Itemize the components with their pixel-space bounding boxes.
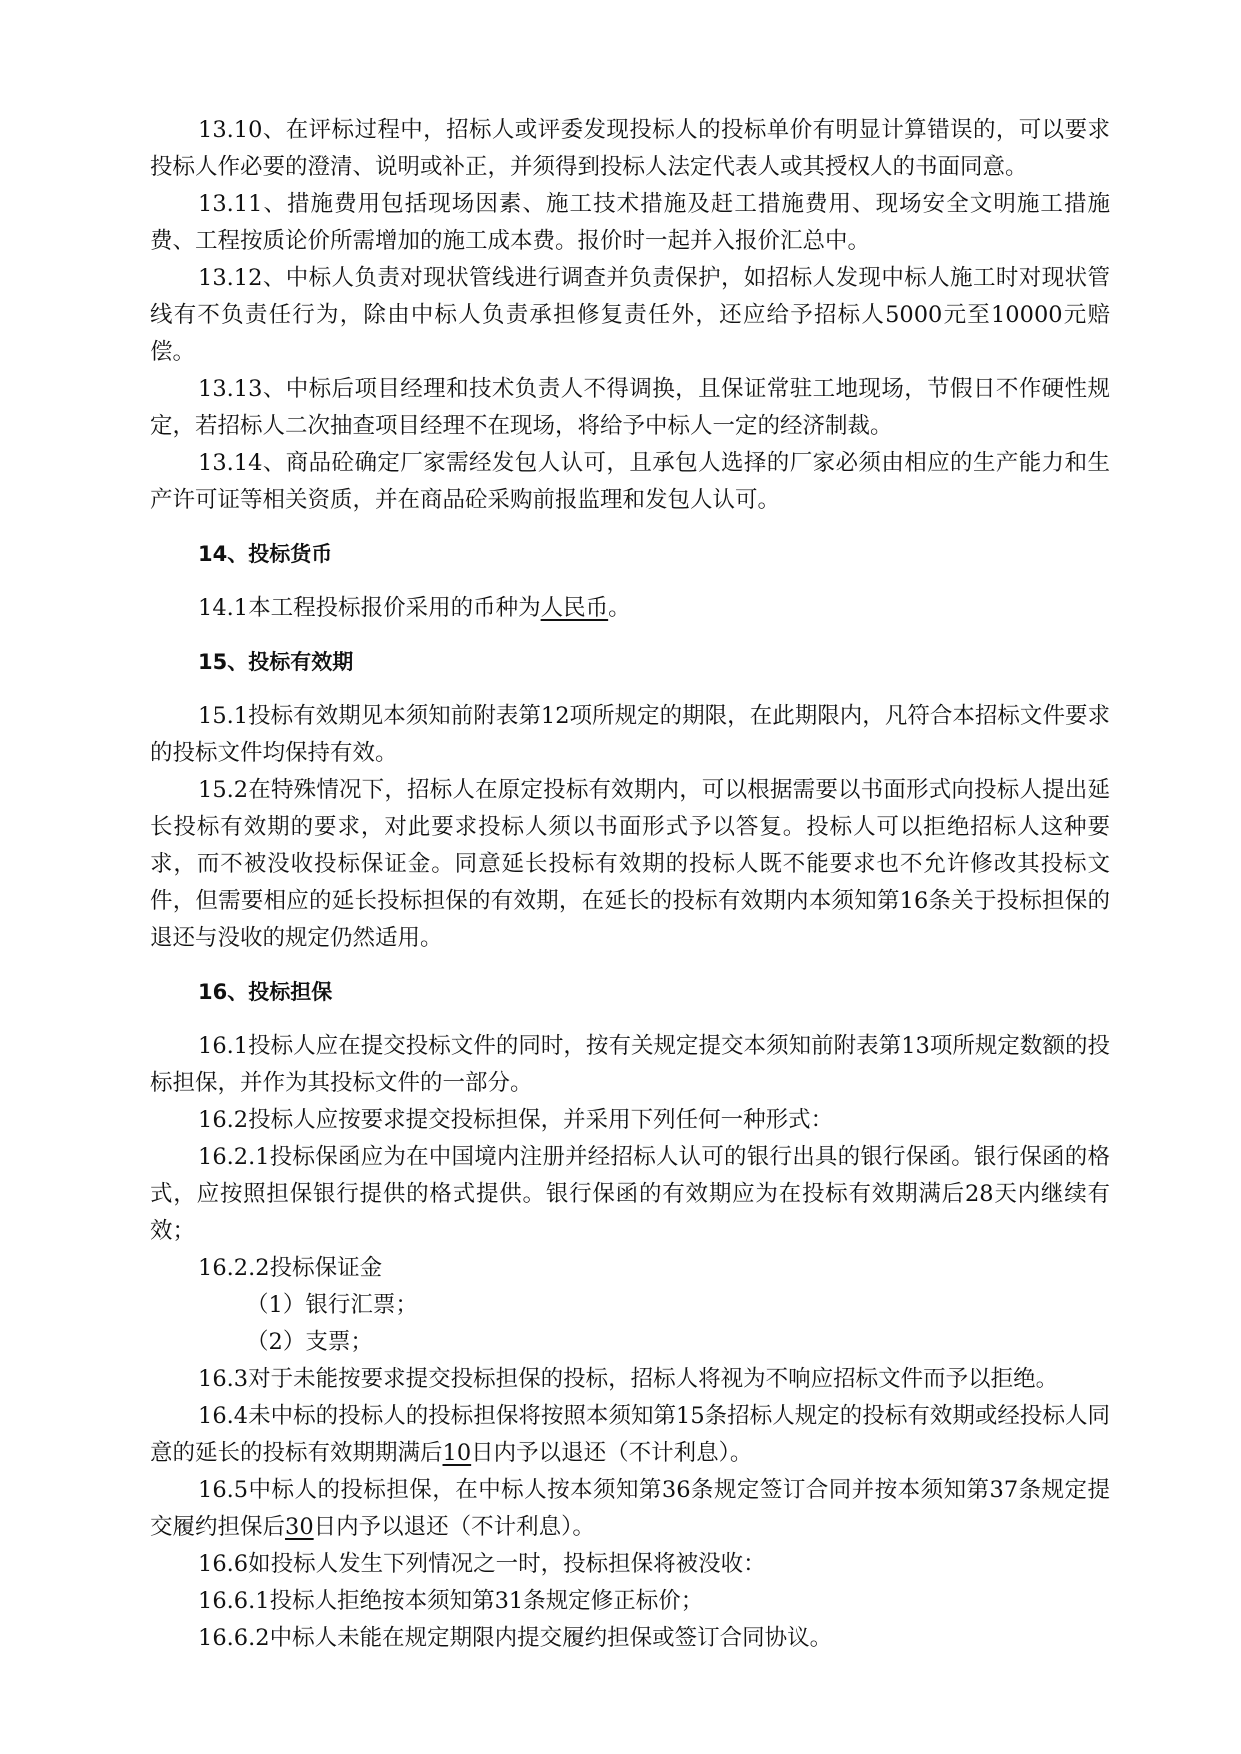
- paragraph-16-4: [150, 1398, 1110, 1472]
- paragraph-16-2-1: 16.2.1投标保函应为在中国境内注册并经招标人认可的银行出具的银行保函。银行保函的格式，应按照担保银行提供的格式提供。银行保函的有效期应为在投标有效期满后28天内继续有效；: [150, 1144, 1110, 1244]
- paragraph-16-5: [150, 1472, 1110, 1546]
- paragraph-16-2: 16.2投标人应按要求提交投标担保，并采用下列任何一种形式：: [198, 1107, 834, 1133]
- paragraph-13-12: 13.12、中标人负责对现状管线进行调查并负责保护，如招标人发现中标人施工时对现状管线有不负责任行为，除由中标人负责承担修复责任外，还应给予招标人5000元至10000元赔偿。: [150, 265, 1110, 365]
- refund-days-winner: 30: [285, 1514, 314, 1540]
- paragraph-14-1-text: 14.1本工程投标报价采用的币种为: [198, 595, 541, 621]
- paragraph-16-4-text: 16.4未中标的投标人的投标担保将按照本须知第15条招标人规定的投标有效期或经投标人同意的延长的投标有效期期满后: [150, 1403, 1110, 1466]
- refund-days-unsuccessful: 10: [442, 1440, 472, 1466]
- paragraph-13-11: 13.11、措施费用包括现场因素、施工技术措施及赶工措施费用、现场安全文明施工措施费、工程按质论价所需增加的施工成本费。报价时一起并入报价汇总中。: [150, 191, 1110, 254]
- paragraph-13-14: 13.14、商品砼确定厂家需经发包人认可，且承包人选择的厂家必须由相应的生产能力和生产许可证等相关资质，并在商品砼采购前报监理和发包人认可。: [150, 450, 1110, 513]
- paragraph-16-5-text: 16.5中标人的投标担保，在中标人按本须知第36条规定签订合同并按本须知第37条规定提交履约担保后: [150, 1477, 1110, 1540]
- paragraph-16-6-2: 16.6.2中标人未能在规定期限内提交履约担保或签订合同协议。: [198, 1625, 833, 1651]
- paragraph-16-4-end: 日内予以退还（不计利息）。: [471, 1440, 753, 1466]
- paragraph-14-1: [150, 590, 1110, 627]
- paragraph-13-13: 13.13、中标后项目经理和技术负责人不得调换，且保证常驻工地现场，节假日不作硬性规定，若招标人二次抽查项目经理不在现场，将给予中标人一定的经济制裁。: [150, 376, 1110, 439]
- section-heading-14: 14、投标货币: [198, 542, 333, 566]
- paragraph-16-5-end: 日内予以退还（不计利息）。: [313, 1514, 595, 1540]
- document-page: [150, 112, 1110, 1657]
- paragraph-16-2-2: 16.2.2投标保证金: [198, 1255, 383, 1281]
- paragraph-13-10: 13.10、在评标过程中，招标人或评委发现投标人的投标单价有明显计算错误的，可以要求投标人作必要的澄清、说明或补正，并须得到投标人法定代表人或其授权人的书面同意。: [150, 117, 1110, 180]
- paragraph-16-3: 16.3对于未能按要求提交投标担保的投标，招标人将视为不响应招标文件而予以拒绝。: [198, 1366, 1059, 1392]
- currency-value: 人民币: [540, 595, 609, 621]
- paragraph-16-6: 16.6如投标人发生下列情况之一时，投标担保将被没收：: [198, 1551, 766, 1577]
- section-heading-15: 15、投标有效期: [198, 650, 354, 674]
- paragraph-15-1: 15.1投标有效期见本须知前附表第12项所规定的期限，在此期限内，凡符合本招标文件要求的投标文件均保持有效。: [150, 703, 1110, 766]
- list-item-bank-draft: （1）银行汇票；: [246, 1292, 418, 1318]
- paragraph-15-2: 15.2在特殊情况下，招标人在原定投标有效期内，可以根据需要以书面形式向投标人提出延长投标有效期的要求，对此要求投标人须以书面形式予以答复。投标人可以拒绝招标人这种要求，而不被没收投标保证金。同意延长投标有效期的投标人既不能要求也不允许修改其投标文件，但需要相应的延长投标担保的有效期，在延长的投标有效期内本须知第16条关于投标担保的退还与没收的规定仍然适用。: [150, 777, 1110, 951]
- paragraph-16-6-1: 16.6.1投标人拒绝按本须知第31条规定修正标价；: [198, 1588, 704, 1614]
- paragraph-16-1: 16.1投标人应在提交投标文件的同时，按有关规定提交本须知前附表第13项所规定数额的投标担保，并作为其投标文件的一部分。: [150, 1033, 1110, 1096]
- paragraph-14-1-end: 。: [608, 595, 631, 621]
- list-item-check: （2）支票；: [246, 1329, 373, 1355]
- section-heading-16: 16、投标担保: [198, 980, 333, 1004]
